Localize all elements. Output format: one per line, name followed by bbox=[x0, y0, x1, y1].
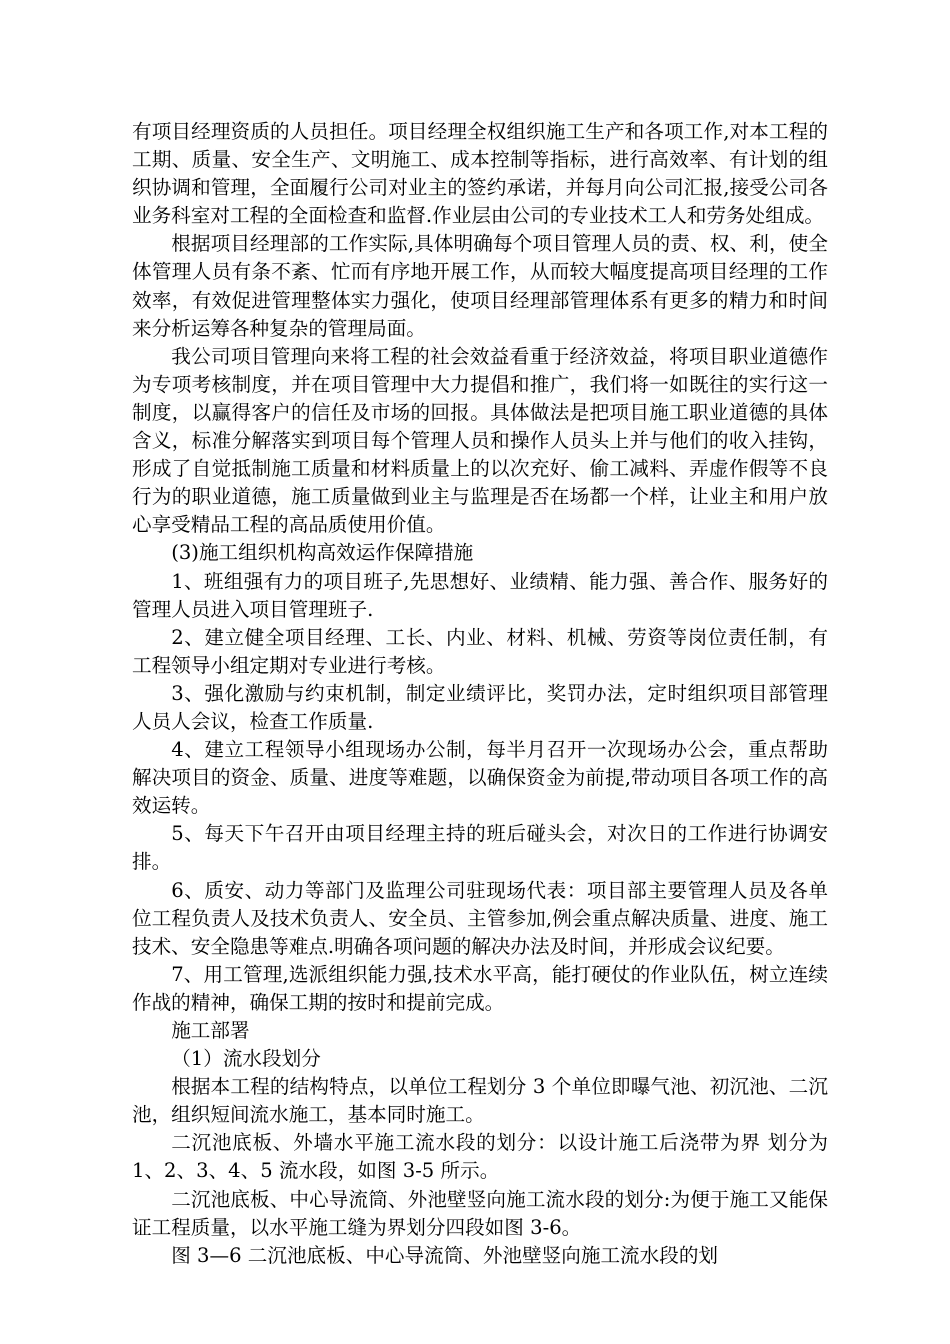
paragraph-responsibilities: 根据项目经理部的工作实际,具体明确每个项目管理人员的责、权、利，使全体管理人员有条不紊、忙而有序地开展工作，从而较大幅度提高项目经理的工作效率，有效促进管理整体实力强化，使项目经理部管理体系有更多的精力和时间来分析运筹各种复杂的管理局面。 bbox=[132, 232, 828, 340]
list-item-7: 7、用工管理,选派组织能力强,技术水平高，能打硬仗的作业队伍，树立连续作战的精神，确保工期的按时和提前完成。 bbox=[132, 962, 828, 1014]
list-item-6: 6、质安、动力等部门及监理公司驻现场代表：项目部主要管理人员及各单位工程负责人及技术负责人、安全员、主管参加,例会重点解决质量、进度、施工技术、安全隐患等难点.明确各项问题的解决办法及时间，并形成会议纪要。 bbox=[132, 878, 828, 958]
list-item-3: 3、强化激励与约束机制，制定业绩评比，奖罚办法，定时组织项目部管理人员人会议，检查工作质量. bbox=[132, 681, 828, 733]
figure-caption-3-6: 图 3—6 二沉池底板、中心导流筒、外池壁竖向施工流水段的划 bbox=[171, 1243, 719, 1267]
list-item-1: 1、班组强有力的项目班子,先思想好、业绩精、能力强、善合作、服务好的管理人员进入项目管理班子. bbox=[132, 569, 828, 621]
paragraph-horizontal-segments: 二沉池底板、外墙水平施工流水段的划分：以设计施工后浇带为界 划分为 1、2、3、4、5 流水段，如图 3-5 所示。 bbox=[132, 1131, 828, 1183]
list-item-4: 4、建立工程领导小组现场办公制，每半月召开一次现场办公会，重点帮助解决项目的资金、质量、进度等难题，以确保资金为前提,带动项目各项工作的高效运转。 bbox=[132, 738, 828, 818]
section-heading-construction-deployment: 施工部署 bbox=[171, 1019, 250, 1042]
list-item-5: 5、每天下午召开由项目经理主持的班后碰头会，对次日的工作进行协调安排。 bbox=[132, 822, 828, 874]
paragraph-structure-division: 根据本工程的结构特点，以单位工程划分 3 个单位即曝气池、初沉池、二沉池，组织短间流水施工，基本同时施工。 bbox=[132, 1075, 828, 1127]
section-heading-guarantee-measures: (3)施工组织机构高效运作保障措施 bbox=[171, 541, 474, 565]
paragraph-project-manager-role: 有项目经理资质的人员担任。项目经理全权组织施工生产和各项工作,对本工程的工期、质量、安全生产、文明施工、成本控制等指标，进行高效率、有计划的组织协调和管理，全面履行公司对业主的签约承诺，并每月向公司汇报,接受公司各业务科室对工程的全面检查和监督.作业层由公司的专业技术工人和劳务处组成。 bbox=[132, 120, 828, 228]
subsection-heading-flow-segments: （1）流水段划分 bbox=[171, 1047, 321, 1071]
paragraph-professional-ethics: 我公司项目管理向来将工程的社会效益看重于经济效益，将项目职业道德作为专项考核制度，并在项目管理中大力提倡和推广，我们将一如既往的实行这一制度，以赢得客户的信任及市场的回报。具体做法是把项目施工职业道德的具体含义，标准分解落实到项目每个管理人员和操作人员头上并与他们的收入挂钩，形成了自觉抵制施工质量和材料质量上的以次充好、偷工减料、弄虚作假等不良行为的职业道德，施工质量做到业主与监理是否在场都一个样，让业主和用户放心享受精品工程的高品质使用价值。 bbox=[132, 344, 828, 537]
document-body bbox=[132, 118, 828, 1270]
paragraph-vertical-segments: 二沉池底板、中心导流筒、外池壁竖向施工流水段的划分:为便于施工又能保证工程质量，以水平施工缝为界划分四段如图 3-6。 bbox=[132, 1187, 828, 1239]
list-item-2: 2、建立健全项目经理、工长、内业、材料、机械、劳资等岗位责任制，有工程领导小组定期对专业进行考核。 bbox=[132, 625, 828, 677]
